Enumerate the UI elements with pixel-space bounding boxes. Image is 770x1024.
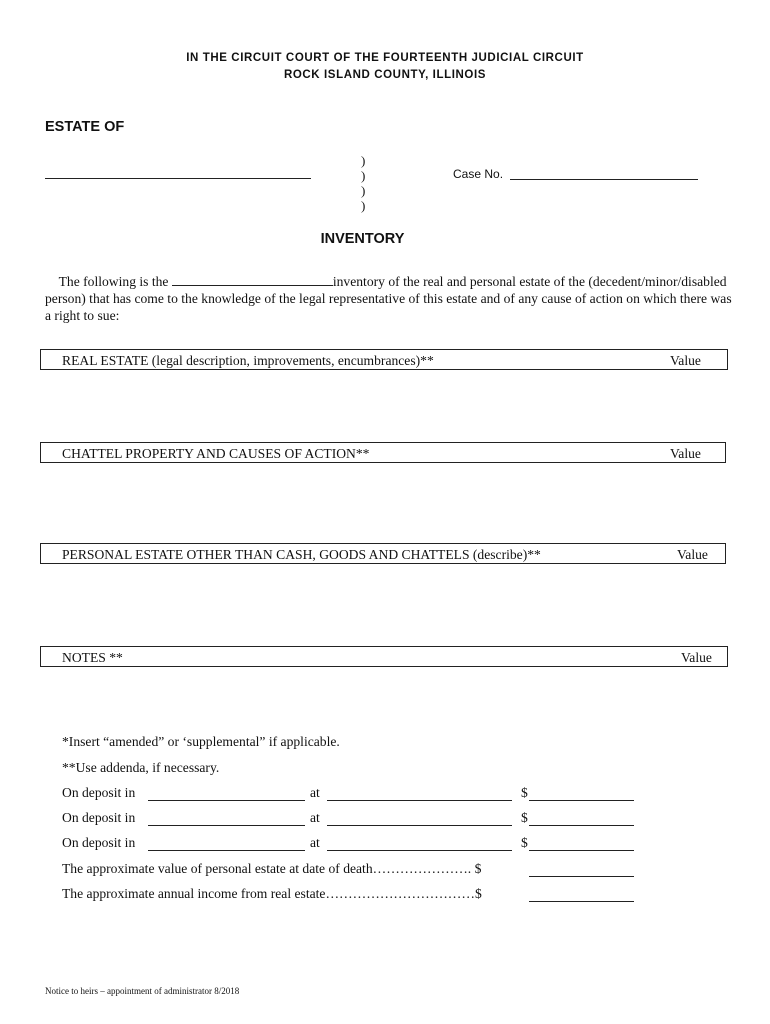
deposit-dollar-label: $ (521, 835, 528, 850)
deposit-dollar-label: $ (521, 785, 528, 800)
section-label: NOTES ** (62, 650, 123, 665)
document-title: INVENTORY (320, 231, 405, 247)
section-value-label: Value (681, 650, 712, 665)
deposit-amount-field[interactable] (529, 850, 634, 851)
notes-section (40, 646, 728, 667)
deposit-location-field[interactable] (327, 850, 512, 851)
deposit-amount-field[interactable] (529, 825, 634, 826)
approx-personal-label: The approximate value of personal estate at date of death…………………. $ (62, 861, 482, 876)
caption-paren: ) (361, 183, 366, 198)
approx-income-label: The approximate annual income from real estate……………………………$ (62, 886, 482, 901)
caption-paren: ) (361, 198, 366, 213)
caption-paren: ) (361, 168, 366, 183)
approx-personal-row (62, 861, 662, 879)
section-label: REAL ESTATE (legal description, improvements, encumbrances)** (62, 353, 434, 368)
approx-personal-field[interactable] (529, 876, 634, 877)
approx-income-field[interactable] (529, 901, 634, 902)
intro-paragraph (45, 273, 735, 324)
section-label: PERSONAL ESTATE OTHER THAN CASH, GOODS AND CHATTELS (describe)** (62, 547, 541, 562)
deposit-row (62, 785, 662, 803)
chattel-section (40, 442, 726, 463)
deposit-amount-field[interactable] (529, 800, 634, 801)
deposit-label: On deposit in (62, 810, 136, 825)
section-label: CHATTEL PROPERTY AND CAUSES OF ACTION** (62, 446, 370, 461)
deposit-bank-field[interactable] (148, 800, 305, 801)
deposit-row (62, 835, 662, 853)
section-value-label: Value (670, 353, 701, 368)
estate-of-label: ESTATE OF (45, 119, 125, 135)
intro-text-start: The following is the (58, 274, 172, 289)
deposit-location-field[interactable] (327, 825, 512, 826)
deposit-location-field[interactable] (327, 800, 512, 801)
intro-text-end: inventory of the real and personal estate of the (decedent/minor/disabled person) that has come to the knowledge of the legal representative of this estate and of any cause of action on which there was a right to sue: (45, 274, 732, 323)
real-estate-section (40, 349, 728, 370)
deposit-label: On deposit in (62, 785, 136, 800)
county-heading: ROCK ISLAND COUNTY, ILLINOIS (283, 69, 487, 81)
approx-income-row (62, 886, 662, 904)
deposit-label: On deposit in (62, 835, 136, 850)
footer-note: Notice to heirs – appointment of administrator 8/2018 (45, 986, 240, 996)
section-value-label: Value (677, 547, 708, 562)
court-heading: IN THE CIRCUIT COURT OF THE FOURTEENTH JUDICIAL CIRCUIT (186, 52, 584, 64)
section-value-label: Value (670, 446, 701, 461)
inventory-type-field[interactable] (172, 274, 333, 286)
deposit-at-label: at (310, 810, 320, 825)
case-no-field[interactable] (510, 179, 698, 180)
deposit-row (62, 810, 662, 828)
personal-estate-section (40, 543, 726, 564)
deposit-bank-field[interactable] (148, 825, 305, 826)
deposit-bank-field[interactable] (148, 850, 305, 851)
deposit-dollar-label: $ (521, 810, 528, 825)
addenda-note: **Use addenda, if necessary. (62, 760, 220, 775)
deposit-at-label: at (310, 785, 320, 800)
caption-paren: ) (361, 153, 366, 168)
case-no-label: Case No. (453, 167, 504, 181)
deposit-at-label: at (310, 835, 320, 850)
estate-name-field[interactable] (45, 178, 311, 179)
amended-note: *Insert “amended” or ‘supplemental” if applicable. (62, 734, 340, 749)
